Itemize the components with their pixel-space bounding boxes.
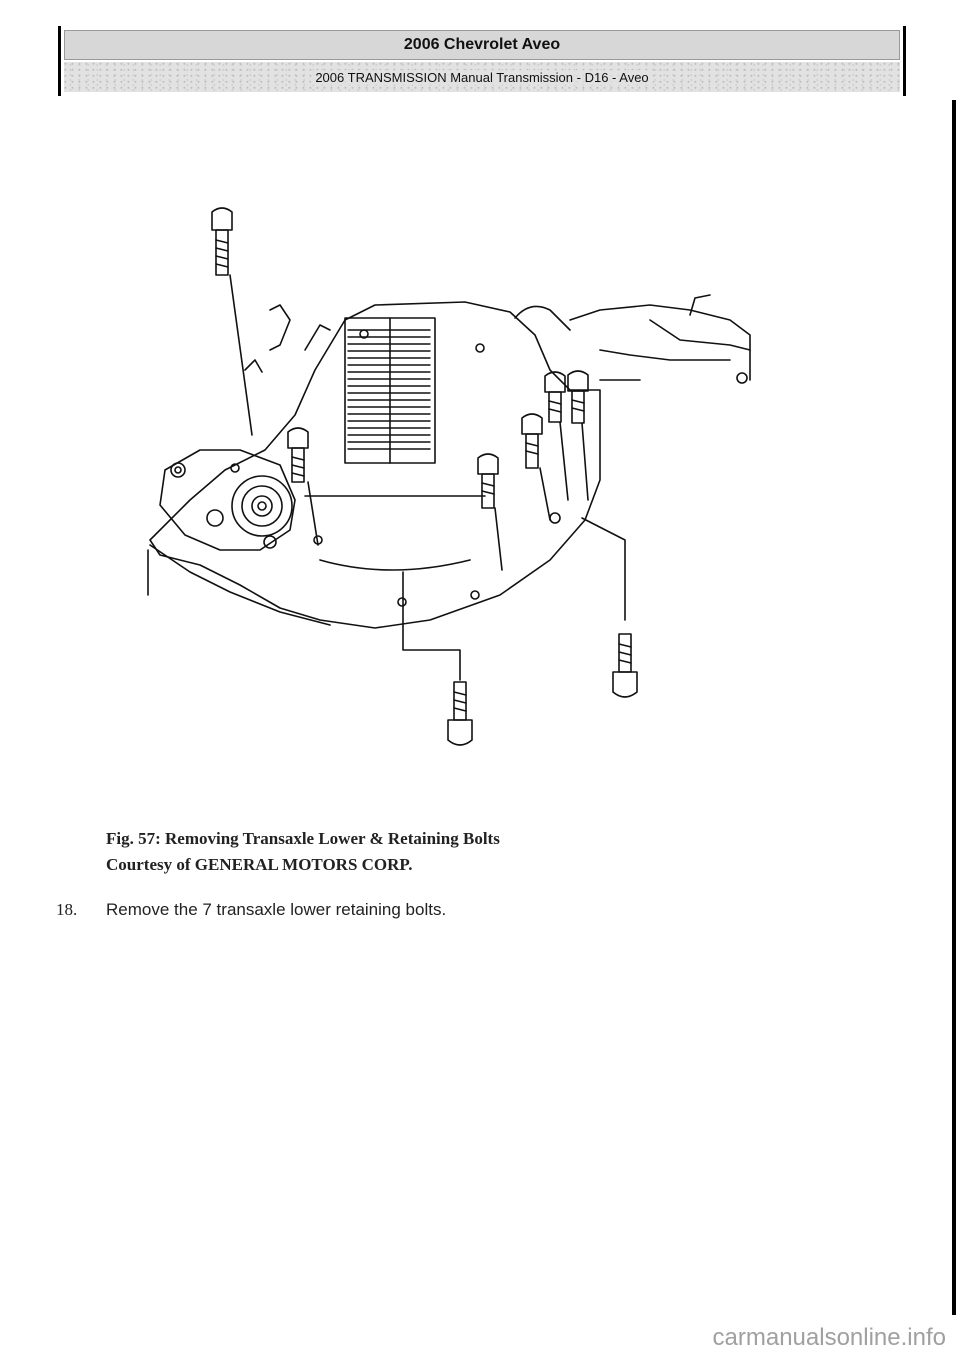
page-right-rule xyxy=(952,100,956,1315)
header-left-rule xyxy=(58,26,61,96)
header-title-bar xyxy=(64,30,900,60)
transaxle-bolts-illustration xyxy=(130,200,770,760)
header-subtitle-bar xyxy=(64,62,900,92)
figure-label: Fig. 57: Removing Transaxle Lower & Retaining Bolts xyxy=(106,829,500,848)
page-header xyxy=(58,26,906,96)
document-subtitle: 2006 TRANSMISSION Manual Transmission - D16 - Aveo xyxy=(311,70,652,85)
figure-courtesy: Courtesy of GENERAL MOTORS CORP. xyxy=(106,855,413,874)
procedure-step xyxy=(56,900,446,920)
step-text: Remove the 7 transaxle lower retaining bolts. xyxy=(106,900,447,919)
document-title: 2006 Chevrolet Aveo xyxy=(403,36,561,53)
watermark: carmanualsonline.info xyxy=(712,1324,946,1351)
header-right-rule xyxy=(903,26,906,96)
figure-caption xyxy=(106,826,500,878)
step-number: 18. xyxy=(56,900,78,919)
